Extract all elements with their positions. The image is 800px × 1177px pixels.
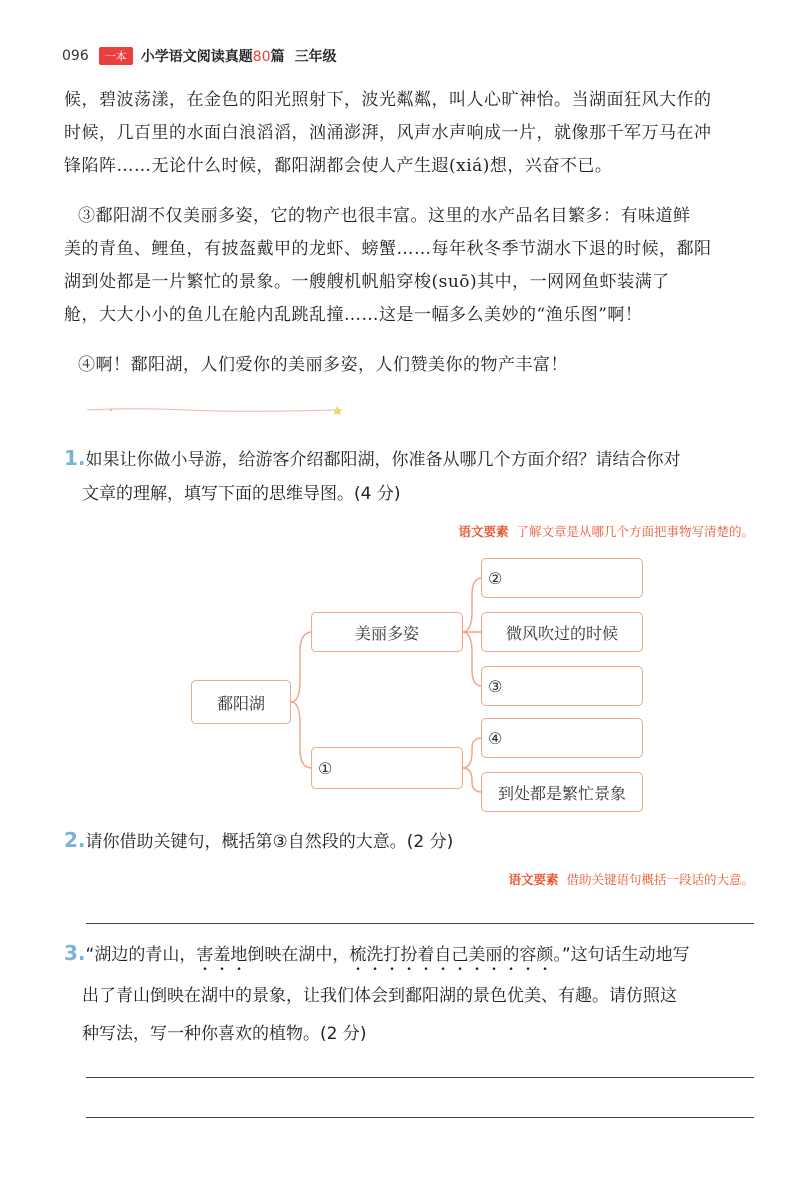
grade-label: 三年级 xyxy=(294,49,337,65)
skill-tag: 语文要素 xyxy=(508,872,559,887)
answer-line[interactable] xyxy=(86,1117,754,1118)
emphasized-phrase: 梳洗打扮着自己美丽的容颜 xyxy=(349,945,554,965)
question-3 xyxy=(64,936,754,1051)
passage-line: 舱，大大小小的鱼儿在舱内乱跳乱撞……这是一幅多么美妙的“渔乐图”啊！ xyxy=(64,305,643,325)
book-title: 小学语文阅读真题80篇 xyxy=(140,49,285,65)
question-text: 出了青山倒映在湖中的景象，让我们体会到鄱阳湖的景色优美、有趣。请仿照这 xyxy=(82,986,677,1006)
skill-tip-2 xyxy=(508,870,754,888)
passage-line: 时候，几百里的水面白浪滔滔，汹涌澎湃，风声水声响成一片，就像那千军万马在冲 xyxy=(64,123,712,143)
question-text: 种写法，写一种你喜欢的植物。(2 分) xyxy=(82,1024,367,1044)
passage-line: 候，碧波荡漾，在金色的阳光照射下，波光粼粼，叫人心旷神怡。当湖面狂风大作的 xyxy=(64,90,712,110)
mindmap-branch-blank-1[interactable]: ① xyxy=(311,747,463,789)
passage-line: 锋陷阵……无论什么时候，鄱阳湖都会使人产生遐(xiá)想，兴奋不已。 xyxy=(64,156,613,176)
mindmap-leaf-breeze: 微风吹过的时候 xyxy=(481,612,643,652)
mindmap-leaf-blank-3[interactable]: ③ xyxy=(481,666,643,706)
page-number: 096 xyxy=(62,48,89,64)
passage-line: 美的青鱼、鲤鱼，有披盔戴甲的龙虾、螃蟹……每年秋冬季节湖水下退的时候，鄱阳 xyxy=(64,239,712,259)
mindmap-leaf-blank-4[interactable]: ④ xyxy=(481,718,643,758)
mindmap-leaf-busy: 到处都是繁忙景象 xyxy=(481,772,643,812)
question-text: 如果让你做小导游，给游客介绍鄱阳湖，你准备从哪几个方面介绍？请结合你对 xyxy=(85,450,681,470)
passage-line: ③鄱阳湖不仅美丽多姿，它的物产也很丰富。这里的水产品名目繁多：有味道鲜 xyxy=(78,206,691,226)
mindmap-branch-beauty: 美丽多姿 xyxy=(311,612,463,652)
skill-text: 了解文章是从哪几个方面把事物写清楚的。 xyxy=(516,524,754,539)
skill-text: 借助关键语句概括一段话的大意。 xyxy=(566,872,754,887)
mindmap-root: 鄱阳湖 xyxy=(191,680,291,724)
passage-line: 湖到处都是一片繁忙的景象。一艘艘机帆船穿梭(suō)其中，一网网鱼虾装满了 xyxy=(64,272,670,292)
mindmap-leaf-blank-2[interactable]: ② xyxy=(481,558,643,598)
passage-line: ④啊！鄱阳湖，人们爱你的美丽多姿，人们赞美你的物产丰富！ xyxy=(78,355,568,375)
question-text: 请你借助关键句，概括第③自然段的大意。(2 分) xyxy=(85,832,454,852)
question-number: 1. xyxy=(64,446,86,470)
answer-line[interactable] xyxy=(86,1077,754,1078)
emphasized-phrase: 害羞地 xyxy=(196,945,248,965)
quote-text: 倒映在湖中， xyxy=(247,945,350,965)
quote-text: “湖边的青山， xyxy=(85,945,197,965)
question-2 xyxy=(64,823,754,859)
answer-line[interactable] xyxy=(86,923,754,924)
skill-tag: 语文要素 xyxy=(458,524,509,539)
question-text: 文章的理解，填写下面的思维导图。(4 分) xyxy=(82,484,401,504)
quote-text: 。”这句话生动地写 xyxy=(553,945,690,965)
brand-logo: 一本 xyxy=(99,47,133,65)
question-number: 2. xyxy=(64,828,86,852)
question-number: 3. xyxy=(64,941,86,965)
